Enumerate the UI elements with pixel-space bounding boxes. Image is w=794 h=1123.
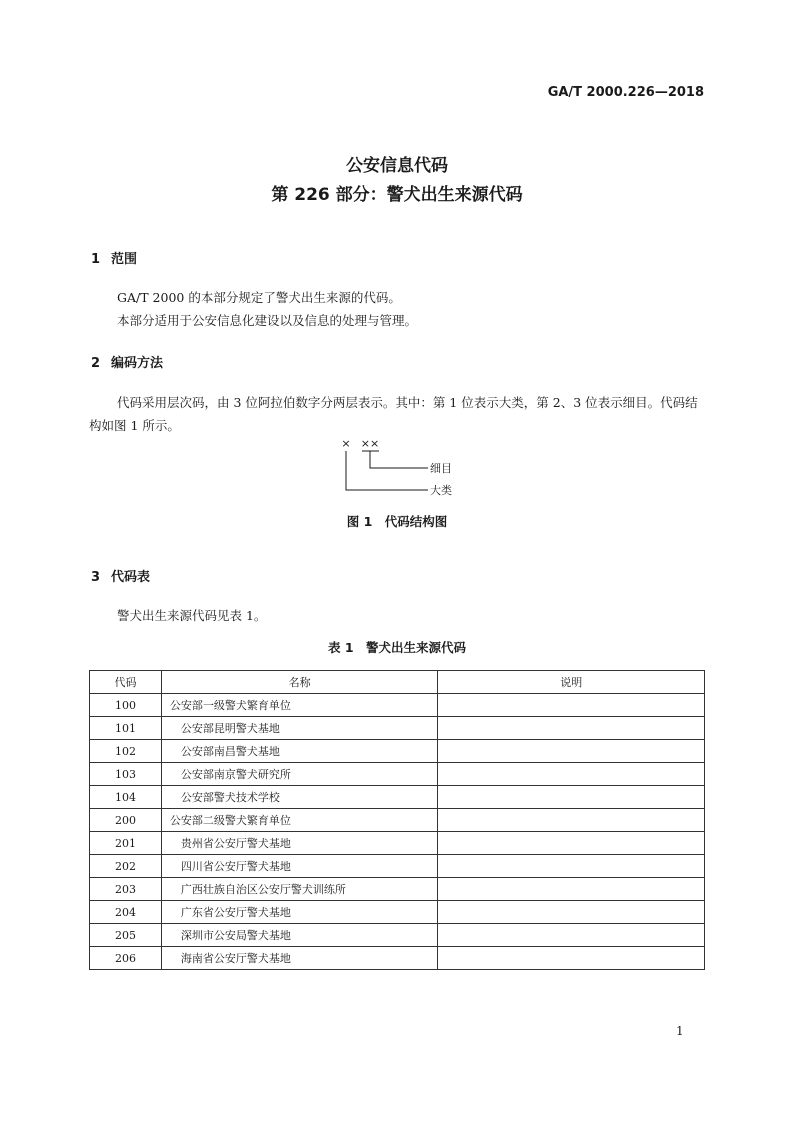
code-cell: 101	[90, 717, 162, 740]
note-cell	[438, 832, 705, 855]
note-cell	[438, 855, 705, 878]
document-subtitle: 第 226 部分：警犬出生来源代码	[271, 185, 523, 205]
name-cell: 广东省公安厅警犬基地	[161, 901, 438, 924]
note-cell	[438, 740, 705, 763]
code-cell: 205	[90, 924, 162, 947]
name-cell: 公安部二级警犬繁育单位	[161, 809, 438, 832]
note-cell	[438, 763, 705, 786]
section-heading-code-table	[91, 566, 150, 585]
table-row	[90, 809, 705, 832]
code-cell: 102	[90, 740, 162, 763]
table-caption: 表 1 警犬出生来源代码	[327, 640, 467, 655]
detail-leader-line	[370, 451, 428, 468]
table-row	[90, 947, 705, 970]
document-title: 公安信息代码	[346, 156, 448, 176]
note-cell	[438, 786, 705, 809]
note-cell	[438, 694, 705, 717]
paragraph: 本部分适用于公安信息化建设以及信息的处理与管理。	[117, 313, 418, 328]
note-cell	[438, 924, 705, 947]
name-cell: 公安部一级警犬繁育单位	[161, 694, 438, 717]
code-cell: 202	[90, 855, 162, 878]
section-title: 范围	[111, 252, 138, 267]
section-title: 代码表	[111, 570, 151, 585]
major-digit-mark: ×	[341, 437, 351, 450]
label-category: 大类	[430, 484, 452, 497]
table-row	[90, 740, 705, 763]
name-cell: 公安部昆明警犬基地	[161, 717, 438, 740]
figure-caption: 图 1 代码结构图	[346, 514, 448, 529]
section-body-code-table	[89, 604, 706, 627]
section-number: 3	[91, 570, 101, 585]
code-cell: 200	[90, 809, 162, 832]
label-detail: 细目	[430, 462, 452, 475]
table-row	[90, 924, 705, 947]
column-header-code: 代码	[90, 671, 162, 694]
code-cell: 104	[90, 786, 162, 809]
table-row	[90, 832, 705, 855]
code-cell: 204	[90, 901, 162, 924]
note-cell	[438, 878, 705, 901]
code-cell: 103	[90, 763, 162, 786]
table-row	[90, 901, 705, 924]
section-number: 1	[91, 252, 101, 267]
column-header-note: 说明	[438, 671, 705, 694]
code-structure-diagram	[330, 434, 470, 500]
name-cell: 贵州省公安厅警犬基地	[161, 832, 438, 855]
name-cell: 公安部警犬技术学校	[161, 786, 438, 809]
note-cell	[438, 901, 705, 924]
code-cell: 206	[90, 947, 162, 970]
code-cell: 201	[90, 832, 162, 855]
table-row	[90, 763, 705, 786]
page-number: 1	[676, 1024, 684, 1038]
name-cell: 广西壮族自治区公安厅警犬训练所	[161, 878, 438, 901]
name-cell: 四川省公安厅警犬基地	[161, 855, 438, 878]
table-row	[90, 694, 705, 717]
section-heading-scope	[91, 248, 137, 267]
section-body-coding-method	[89, 391, 706, 437]
table-row	[90, 878, 705, 901]
paragraph: 警犬出生来源代码见表 1。	[117, 608, 267, 623]
name-cell: 公安部南昌警犬基地	[161, 740, 438, 763]
note-cell	[438, 717, 705, 740]
standard-code: GA/T 2000.226—2018	[547, 85, 704, 100]
name-cell: 公安部南京警犬研究所	[161, 763, 438, 786]
code-cell: 203	[90, 878, 162, 901]
section-number: 2	[91, 356, 101, 371]
table-row	[90, 855, 705, 878]
section-heading-coding-method	[91, 352, 163, 371]
paragraph: 代码采用层次码，由 3 位阿拉伯数字分两层表示。其中：第 1 位表示大类，第 2、3 位表示细目。代码结构如图 1 所示。	[89, 395, 698, 433]
category-leader-line	[346, 451, 428, 490]
section-title: 编码方法	[111, 356, 164, 371]
note-cell	[438, 809, 705, 832]
minor-digits-mark: ××	[360, 437, 380, 450]
name-cell: 深圳市公安局警犬基地	[161, 924, 438, 947]
table-row	[90, 786, 705, 809]
code-table	[89, 670, 705, 970]
name-cell: 海南省公安厅警犬基地	[161, 947, 438, 970]
column-header-name: 名称	[161, 671, 438, 694]
section-body-scope	[89, 286, 706, 332]
table-header-row	[90, 671, 705, 694]
code-cell: 100	[90, 694, 162, 717]
paragraph: GA/T 2000 的本部分规定了警犬出生来源的代码。	[117, 290, 401, 305]
note-cell	[438, 947, 705, 970]
table-row	[90, 717, 705, 740]
